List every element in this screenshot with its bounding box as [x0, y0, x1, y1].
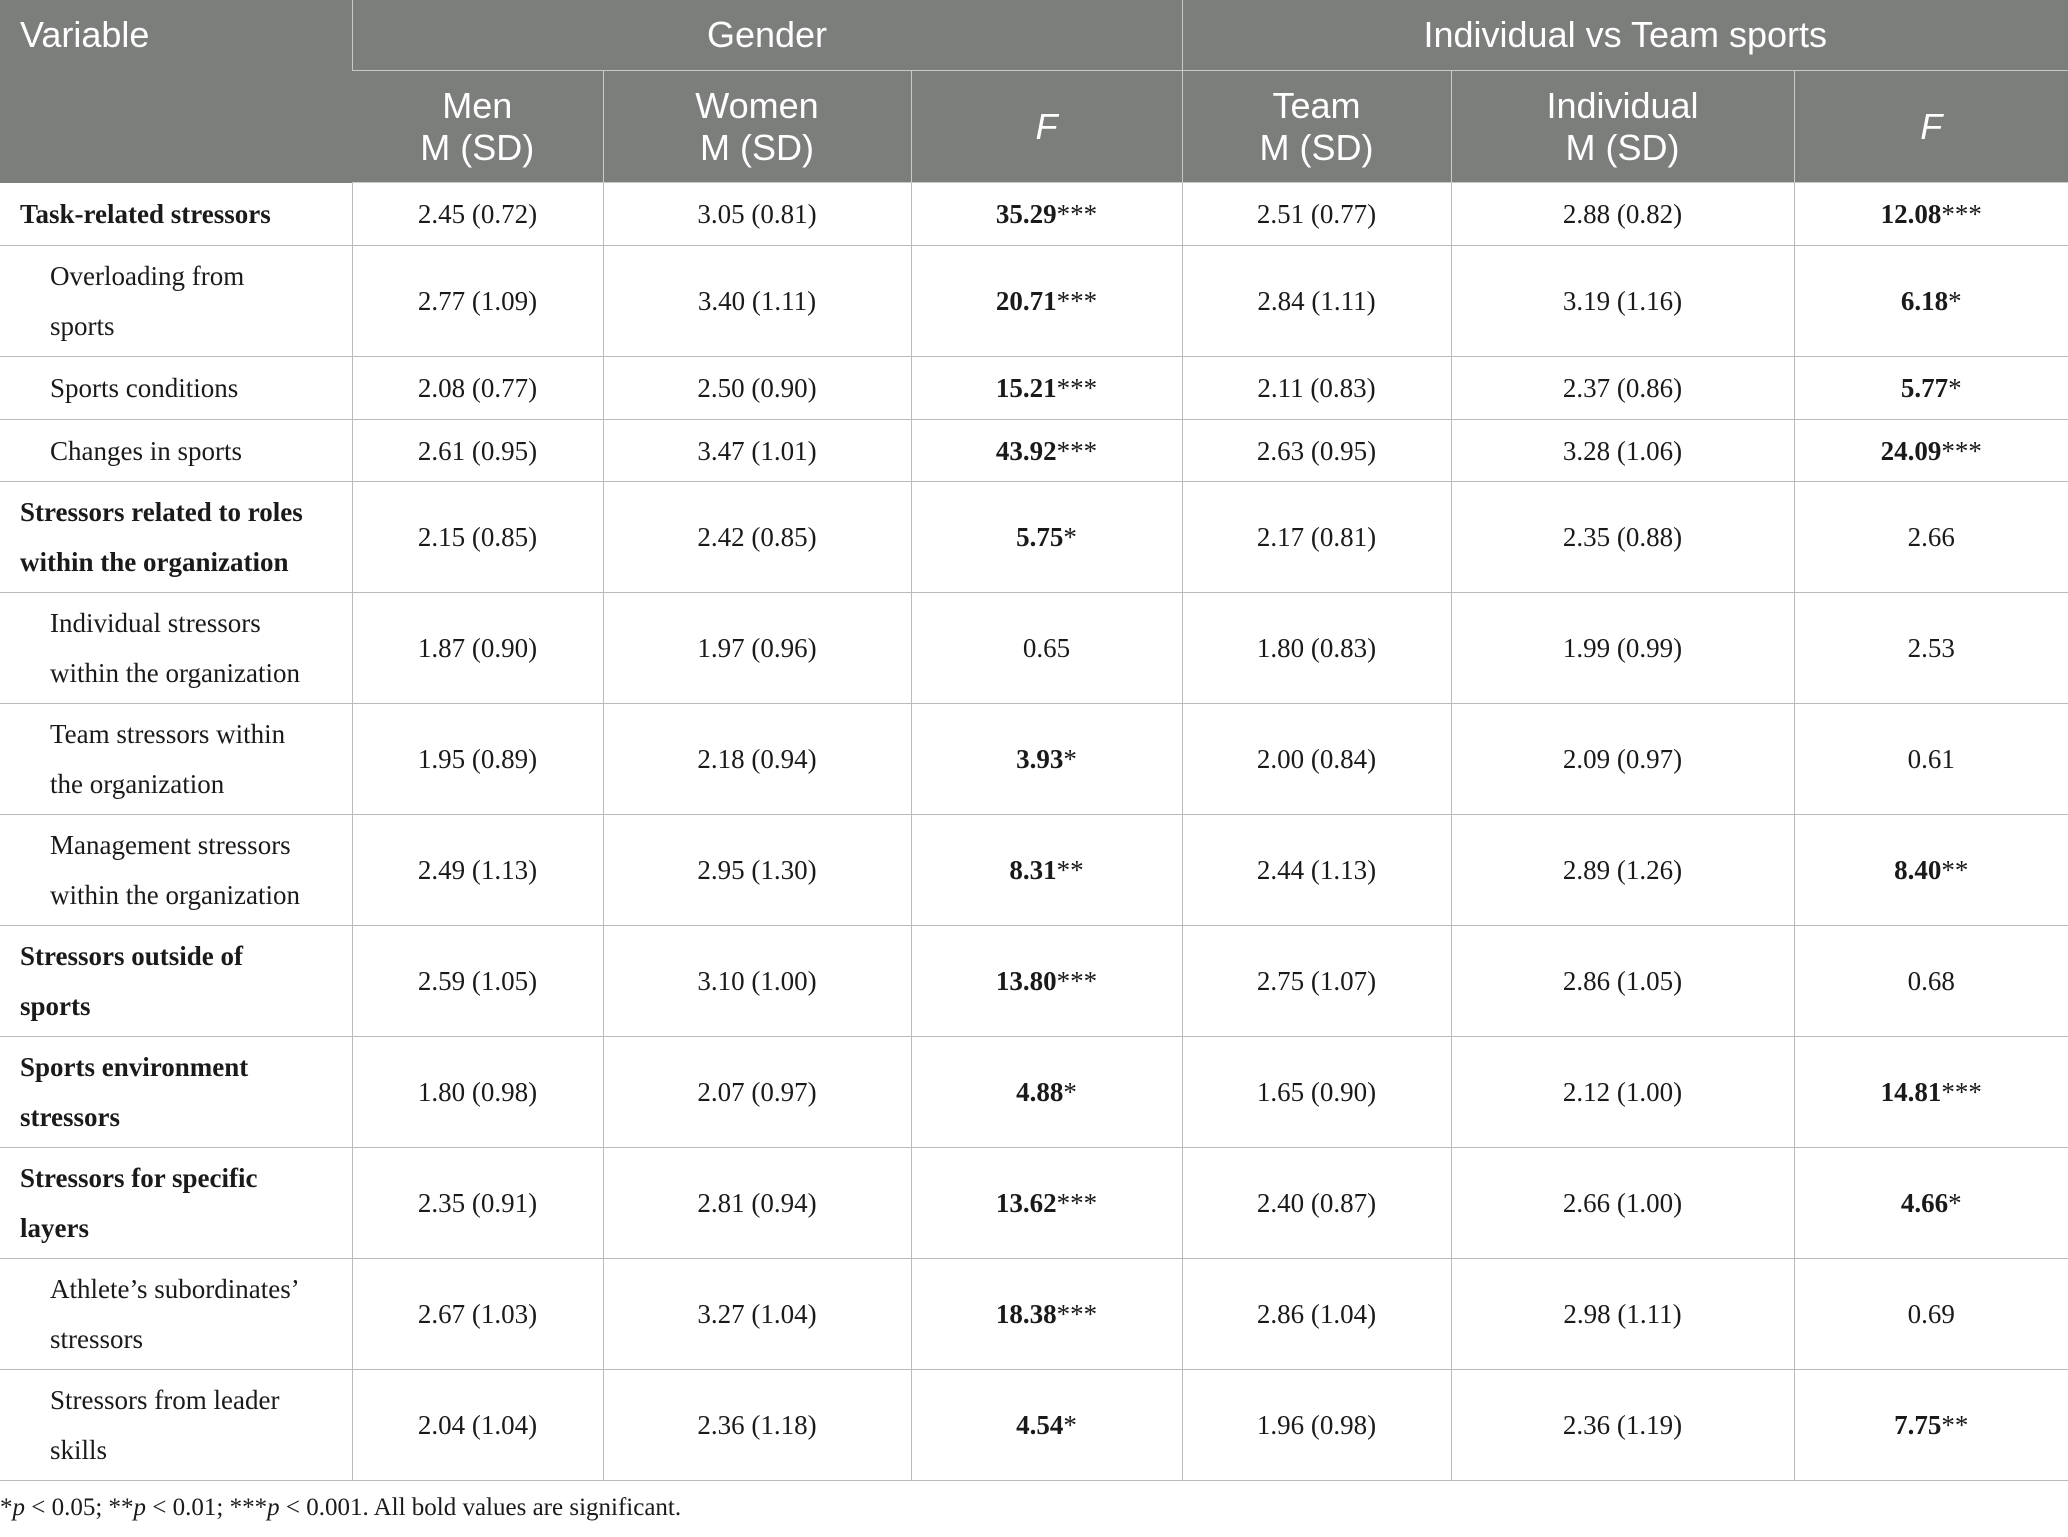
team-header [1182, 71, 1451, 183]
row-label-line: within the organization [50, 880, 300, 910]
women-cell: 3.40 (1.11) [603, 246, 911, 357]
row-label-line: Stressors for specific [20, 1163, 258, 1193]
f-sig: *** [1056, 1299, 1098, 1329]
f-value: 43.92 [995, 435, 1057, 466]
f-value: 8.40 [1894, 855, 1942, 885]
gender-f-cell [911, 420, 1182, 482]
row-label-line: the organization [50, 769, 225, 799]
table-row [0, 593, 2068, 704]
sport-f-header: F [1794, 71, 2068, 183]
sport-f-cell: 0.61 [1794, 704, 2068, 815]
women-cell: 3.10 (1.00) [603, 926, 911, 1037]
team-cell: 2.44 (1.13) [1182, 815, 1451, 926]
table-row [0, 1370, 2068, 1481]
row-label [0, 246, 352, 357]
gender-group-header: Gender [352, 0, 1182, 71]
men-cell: 2.59 (1.05) [352, 926, 603, 1037]
individual-cell: 2.36 (1.19) [1451, 1370, 1794, 1481]
row-label [0, 704, 352, 815]
men-cell: 2.67 (1.03) [352, 1259, 603, 1370]
women-cell: 2.42 (0.85) [603, 482, 911, 593]
f-sig: ** [1056, 855, 1084, 885]
sport-f-cell [1794, 1370, 2068, 1481]
row-label-line: Individual stressors [50, 608, 261, 638]
table-row [0, 357, 2068, 420]
f-sig: *** [1941, 199, 1982, 229]
f-sig: *** [1056, 966, 1098, 996]
women-cell: 1.97 (0.96) [603, 593, 911, 704]
men-header [352, 71, 603, 183]
row-label-line: stressors [50, 1324, 143, 1354]
sport-f-cell [1794, 183, 2068, 246]
women-cell: 2.07 (0.97) [603, 1037, 911, 1148]
row-label [0, 1037, 352, 1148]
gender-f-cell [911, 357, 1182, 420]
team-cell: 1.96 (0.98) [1182, 1370, 1451, 1481]
individual-cell: 3.28 (1.06) [1451, 420, 1794, 482]
men-cell: 2.08 (0.77) [352, 357, 603, 420]
individual-cell: 2.98 (1.11) [1451, 1259, 1794, 1370]
row-label [0, 815, 352, 926]
team-cell: 1.80 (0.83) [1182, 593, 1451, 704]
women-cell: 2.81 (0.94) [603, 1148, 911, 1259]
f-value: 24.09 [1880, 435, 1942, 466]
table-row [0, 183, 2068, 246]
table-row [0, 926, 2068, 1037]
team-label: Team [1272, 84, 1361, 126]
gender-f-cell [911, 1037, 1182, 1148]
men-cell: 2.35 (0.91) [352, 1148, 603, 1259]
gender-f-cell [911, 1148, 1182, 1259]
row-label-line: layers [20, 1213, 89, 1243]
f-value: 13.62 [995, 1188, 1057, 1218]
f-sig: *** [1056, 1188, 1098, 1218]
sport-f-cell [1794, 1148, 2068, 1259]
men-cell: 2.04 (1.04) [352, 1370, 603, 1481]
row-label-line: stressors [20, 1102, 120, 1132]
individual-cell: 2.88 (0.82) [1451, 183, 1794, 246]
row-label-line: Stressors related to roles [20, 497, 303, 527]
women-cell: 2.95 (1.30) [603, 815, 911, 926]
individual-cell: 2.37 (0.86) [1451, 357, 1794, 420]
team-cell: 2.63 (0.95) [1182, 420, 1451, 482]
row-label-line: Management stressors [50, 830, 291, 860]
f-value: 4.88 [1016, 1077, 1064, 1107]
f-value: 6.18 [1900, 286, 1949, 316]
footnote-p: p [12, 1494, 25, 1521]
table-row [0, 420, 2068, 482]
women-label: Women [695, 84, 819, 126]
row-label [0, 482, 352, 593]
team-cell: 2.11 (0.83) [1182, 357, 1451, 420]
f-value: 12.08 [1880, 199, 1942, 229]
f-value: 7.75 [1894, 1410, 1942, 1440]
women-cell: 2.50 (0.90) [603, 357, 911, 420]
gender-f-cell [911, 1259, 1182, 1370]
f-value: 20.71 [995, 286, 1057, 316]
table-body [0, 183, 2068, 1481]
team-cell: 2.75 (1.07) [1182, 926, 1451, 1037]
row-label-line: Athlete’s subordinates’ [50, 1274, 300, 1304]
women-header [603, 71, 911, 183]
sport-type-group-header: Individual vs Team sports [1182, 0, 2068, 71]
footnote-p: p [267, 1494, 280, 1521]
footnote-part: < 0.001. All bold values are significant. [279, 1494, 682, 1521]
f-sig: *** [1056, 199, 1098, 229]
team-cell: 1.65 (0.90) [1182, 1037, 1451, 1148]
men-cell: 1.87 (0.90) [352, 593, 603, 704]
f-sig: * [1948, 373, 1962, 403]
sport-f-cell [1794, 357, 2068, 420]
table-row [0, 1037, 2068, 1148]
f-value: 3.93 [1016, 744, 1064, 774]
f-sig: *** [1941, 435, 1982, 466]
f-value: 4.66 [1900, 1188, 1949, 1218]
f-sig: ** [1941, 855, 1969, 885]
sport-f-cell [1794, 1037, 2068, 1148]
team-cell: 2.40 (0.87) [1182, 1148, 1451, 1259]
table-row [0, 482, 2068, 593]
women-cell: 2.36 (1.18) [603, 1370, 911, 1481]
men-cell: 2.77 (1.09) [352, 246, 603, 357]
men-cell: 1.95 (0.89) [352, 704, 603, 815]
f-sig: * [1063, 1077, 1077, 1107]
row-label [0, 926, 352, 1037]
individual-cell: 2.12 (1.00) [1451, 1037, 1794, 1148]
gender-f-cell [911, 704, 1182, 815]
f-sig: *** [1056, 373, 1098, 403]
f-sig: *** [1056, 435, 1098, 466]
row-label [0, 1148, 352, 1259]
men-label: Men [442, 84, 513, 126]
f-sig: *** [1941, 1077, 1982, 1107]
f-value: 8.31 [1009, 855, 1057, 885]
table-row [0, 1259, 2068, 1370]
team-cell: 2.84 (1.11) [1182, 246, 1451, 357]
team-cell: 2.00 (0.84) [1182, 704, 1451, 815]
row-label [0, 1370, 352, 1481]
footnote-part: < 0.05; ** [25, 1494, 134, 1521]
f-sig: * [1948, 1188, 1962, 1218]
table-row [0, 1148, 2068, 1259]
sport-f-cell [1794, 246, 2068, 357]
table-row [0, 704, 2068, 815]
sport-f-cell [1794, 815, 2068, 926]
individual-cell: 1.99 (0.99) [1451, 593, 1794, 704]
men-cell: 2.15 (0.85) [352, 482, 603, 593]
f-value: 15.21 [995, 373, 1057, 403]
f-value: 14.81 [1880, 1077, 1942, 1107]
f-value: 4.54 [1016, 1410, 1064, 1440]
table-row [0, 815, 2068, 926]
variable-header: Variable [0, 0, 352, 183]
women-msd: M (SD) [700, 126, 814, 168]
row-label-line: within the organization [20, 547, 289, 577]
individual-cell: 2.66 (1.00) [1451, 1148, 1794, 1259]
f-value: 35.29 [995, 199, 1057, 229]
table-footnote [0, 1494, 681, 1522]
row-label-line: Stressors outside of [20, 941, 244, 971]
row-label-line: within the organization [50, 658, 300, 688]
f-value: 18.38 [995, 1299, 1057, 1329]
individual-cell: 2.89 (1.26) [1451, 815, 1794, 926]
row-label-line: Sports environment [20, 1052, 249, 1082]
sport-f-cell: 0.68 [1794, 926, 2068, 1037]
men-cell: 2.45 (0.72) [352, 183, 603, 246]
row-label [0, 1259, 352, 1370]
sport-f-cell: 0.69 [1794, 1259, 2068, 1370]
individual-cell: 2.09 (0.97) [1451, 704, 1794, 815]
team-cell: 2.17 (0.81) [1182, 482, 1451, 593]
men-cell: 1.80 (0.98) [352, 1037, 603, 1148]
gender-f-cell [911, 246, 1182, 357]
women-cell: 3.47 (1.01) [603, 420, 911, 482]
row-label-line: Stressors from leader [50, 1385, 280, 1415]
row-label: Task-related stressors [0, 183, 352, 246]
f-sig: * [1063, 744, 1077, 774]
women-cell: 3.05 (0.81) [603, 183, 911, 246]
table-row [0, 246, 2068, 357]
sport-f-cell [1794, 420, 2068, 482]
f-value: 13.80 [995, 966, 1057, 996]
row-label-line: skills [50, 1435, 108, 1465]
f-sig: *** [1056, 286, 1098, 316]
men-cell: 2.49 (1.13) [352, 815, 603, 926]
row-label-line: sports [50, 311, 115, 341]
gender-f-cell [911, 183, 1182, 246]
footnote-part: < 0.01; *** [146, 1494, 268, 1521]
gender-f-cell [911, 926, 1182, 1037]
individual-cell: 2.35 (0.88) [1451, 482, 1794, 593]
gender-f-cell [911, 482, 1182, 593]
individual-cell: 2.86 (1.05) [1451, 926, 1794, 1037]
f-sig: * [1063, 522, 1077, 552]
f-value: 5.75 [1016, 522, 1064, 552]
sport-f-cell: 2.53 [1794, 593, 2068, 704]
women-cell: 3.27 (1.04) [603, 1259, 911, 1370]
individual-header [1451, 71, 1794, 183]
row-label-line: sports [20, 991, 91, 1021]
row-label-line: Team stressors within [50, 719, 286, 749]
f-value: 5.77 [1900, 373, 1949, 403]
row-label-line: Overloading from [50, 261, 245, 291]
table-header [0, 0, 2068, 183]
row-label: Sports conditions [0, 357, 352, 420]
individual-msd: M (SD) [1565, 126, 1680, 168]
team-cell: 2.51 (0.77) [1182, 183, 1451, 246]
women-cell: 2.18 (0.94) [603, 704, 911, 815]
team-cell: 2.86 (1.04) [1182, 1259, 1451, 1370]
individual-cell: 3.19 (1.16) [1451, 246, 1794, 357]
team-msd: M (SD) [1259, 126, 1374, 168]
men-cell: 2.61 (0.95) [352, 420, 603, 482]
f-sig: * [1948, 286, 1962, 316]
f-sig: ** [1941, 1410, 1969, 1440]
footnote-part: * [0, 1494, 13, 1521]
individual-label: Individual [1546, 84, 1699, 126]
row-label: Changes in sports [0, 420, 352, 482]
f-sig: * [1063, 1410, 1077, 1440]
footnote-p: p [133, 1494, 147, 1521]
sport-f-cell: 2.66 [1794, 482, 2068, 593]
gender-f-cell: 0.65 [911, 593, 1182, 704]
gender-f-cell [911, 1370, 1182, 1481]
men-msd: M (SD) [420, 126, 535, 168]
gender-f-header: F [911, 71, 1182, 183]
row-label [0, 593, 352, 704]
gender-f-cell [911, 815, 1182, 926]
